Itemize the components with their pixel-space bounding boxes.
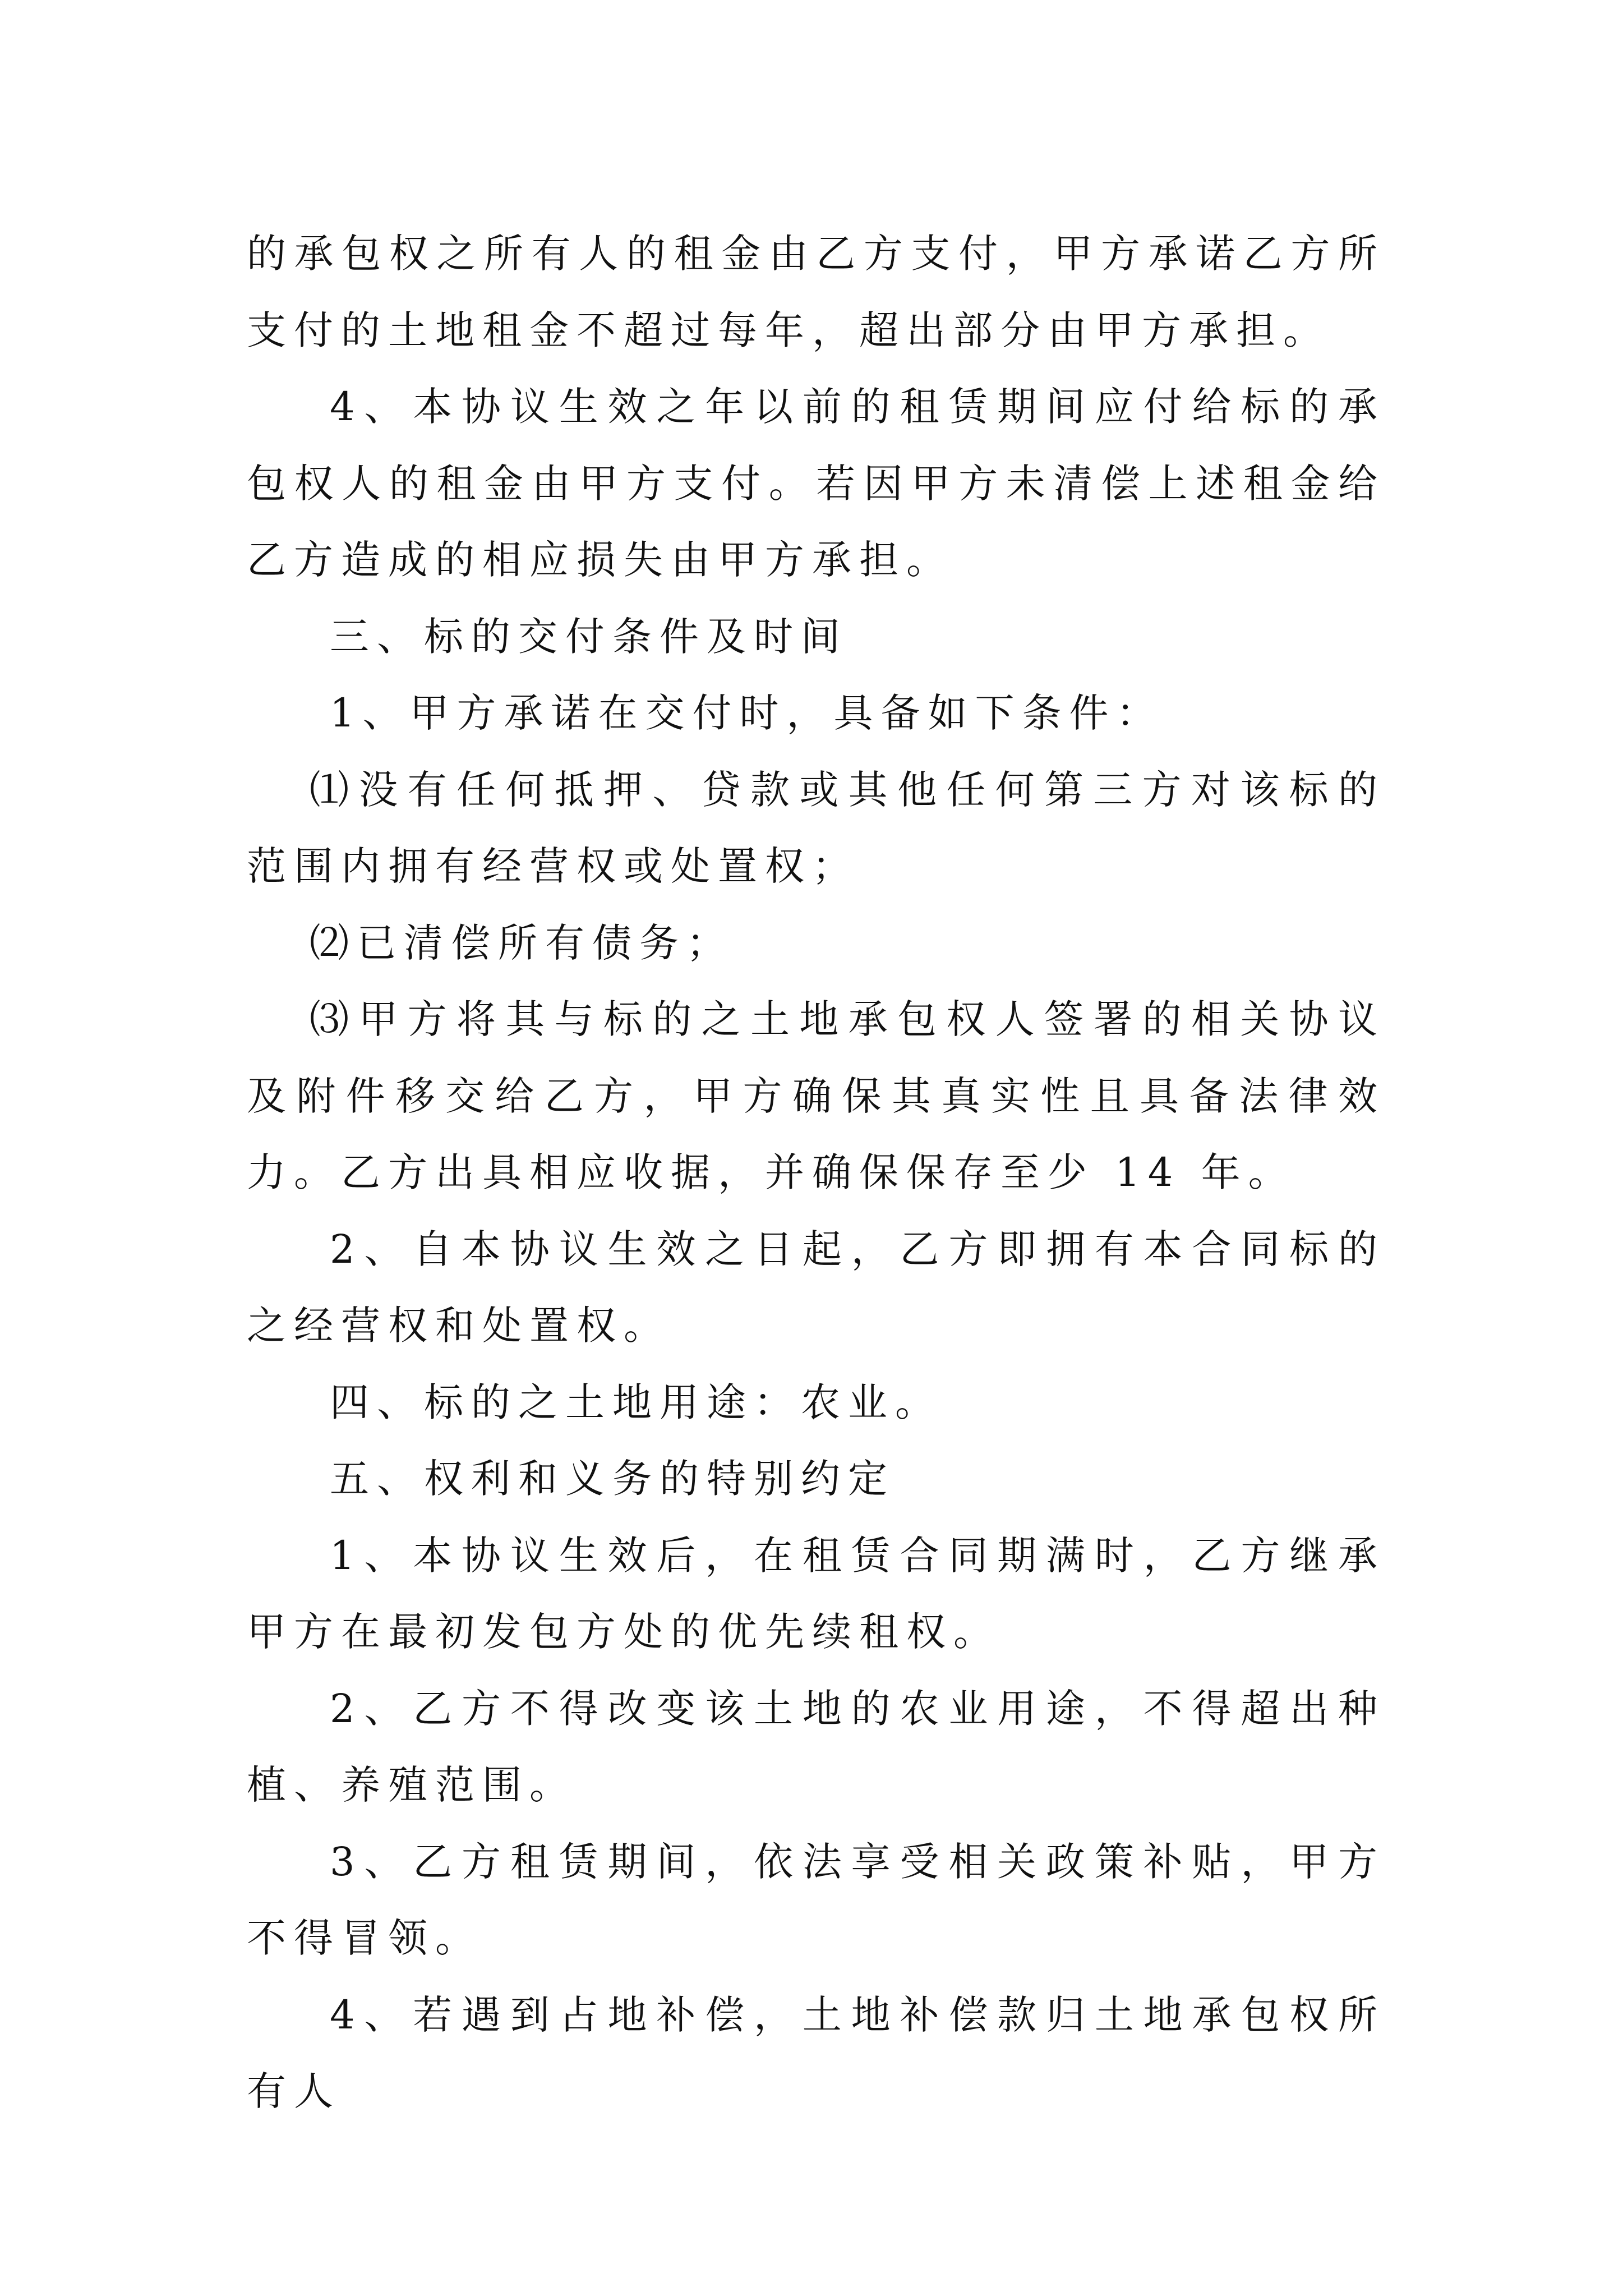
section-heading-land-use: 四、标的之土地用途：农业。: [330, 1379, 942, 1425]
paragraph-clause-3-1: 1、甲方承诺在交付时，具备如下条件：: [330, 690, 1164, 736]
section-heading-delivery: 三、标的交付条件及时间: [330, 613, 848, 660]
paragraph-clause-5-1: 1、本协议生效后，在租赁合同期满时，乙方继承甲方在最初发包方处的优先续租权。: [247, 1532, 1385, 1655]
paragraph-clause-5-2: 2、乙方不得改变该土地的农业用途，不得超出种植、养殖范围。: [247, 1685, 1385, 1808]
paragraph-condition-3: ⑶甲方将其与标的之土地承包权人签署的相关协议及附件移交给乙方，甲方确保其真实性且具备法律效力。乙方出具相应收据，并确保保存至少 14 年。: [247, 996, 1385, 1195]
section-heading-rights-obligations: 五、权利和义务的特别约定: [330, 1456, 895, 1502]
paragraph-clause-3-2: 2、自本协议生效之日起，乙方即拥有本合同标的之经营权和处置权。: [247, 1226, 1385, 1349]
paragraph-condition-2: ⑵已清偿所有债务；: [310, 919, 734, 966]
paragraph-rent-payment-continued: 的承包权之所有人的租金由乙方支付，甲方承诺乙方所支付的土地租金不超过每年，超出部分由甲方承担。: [247, 231, 1385, 353]
document-body: [247, 215, 1385, 2130]
paragraph-clause-2-4: 4、本协议生效之年以前的租赁期间应付给标的承包权人的租金由甲方支付。若因甲方未清偿上述租金给乙方造成的相应损失由甲方承担。: [247, 384, 1385, 583]
paragraph-clause-5-4: 4、若遇到占地补偿，土地补偿款归土地承包权所有人: [247, 1991, 1385, 2114]
paragraph-clause-5-3: 3、乙方租赁期间，依法享受相关政策补贴，甲方不得冒领。: [247, 1838, 1385, 1961]
paragraph-condition-1: ⑴没有任何抵押、贷款或其他任何第三方对该标的范围内拥有经营权或处置权；: [247, 766, 1385, 889]
